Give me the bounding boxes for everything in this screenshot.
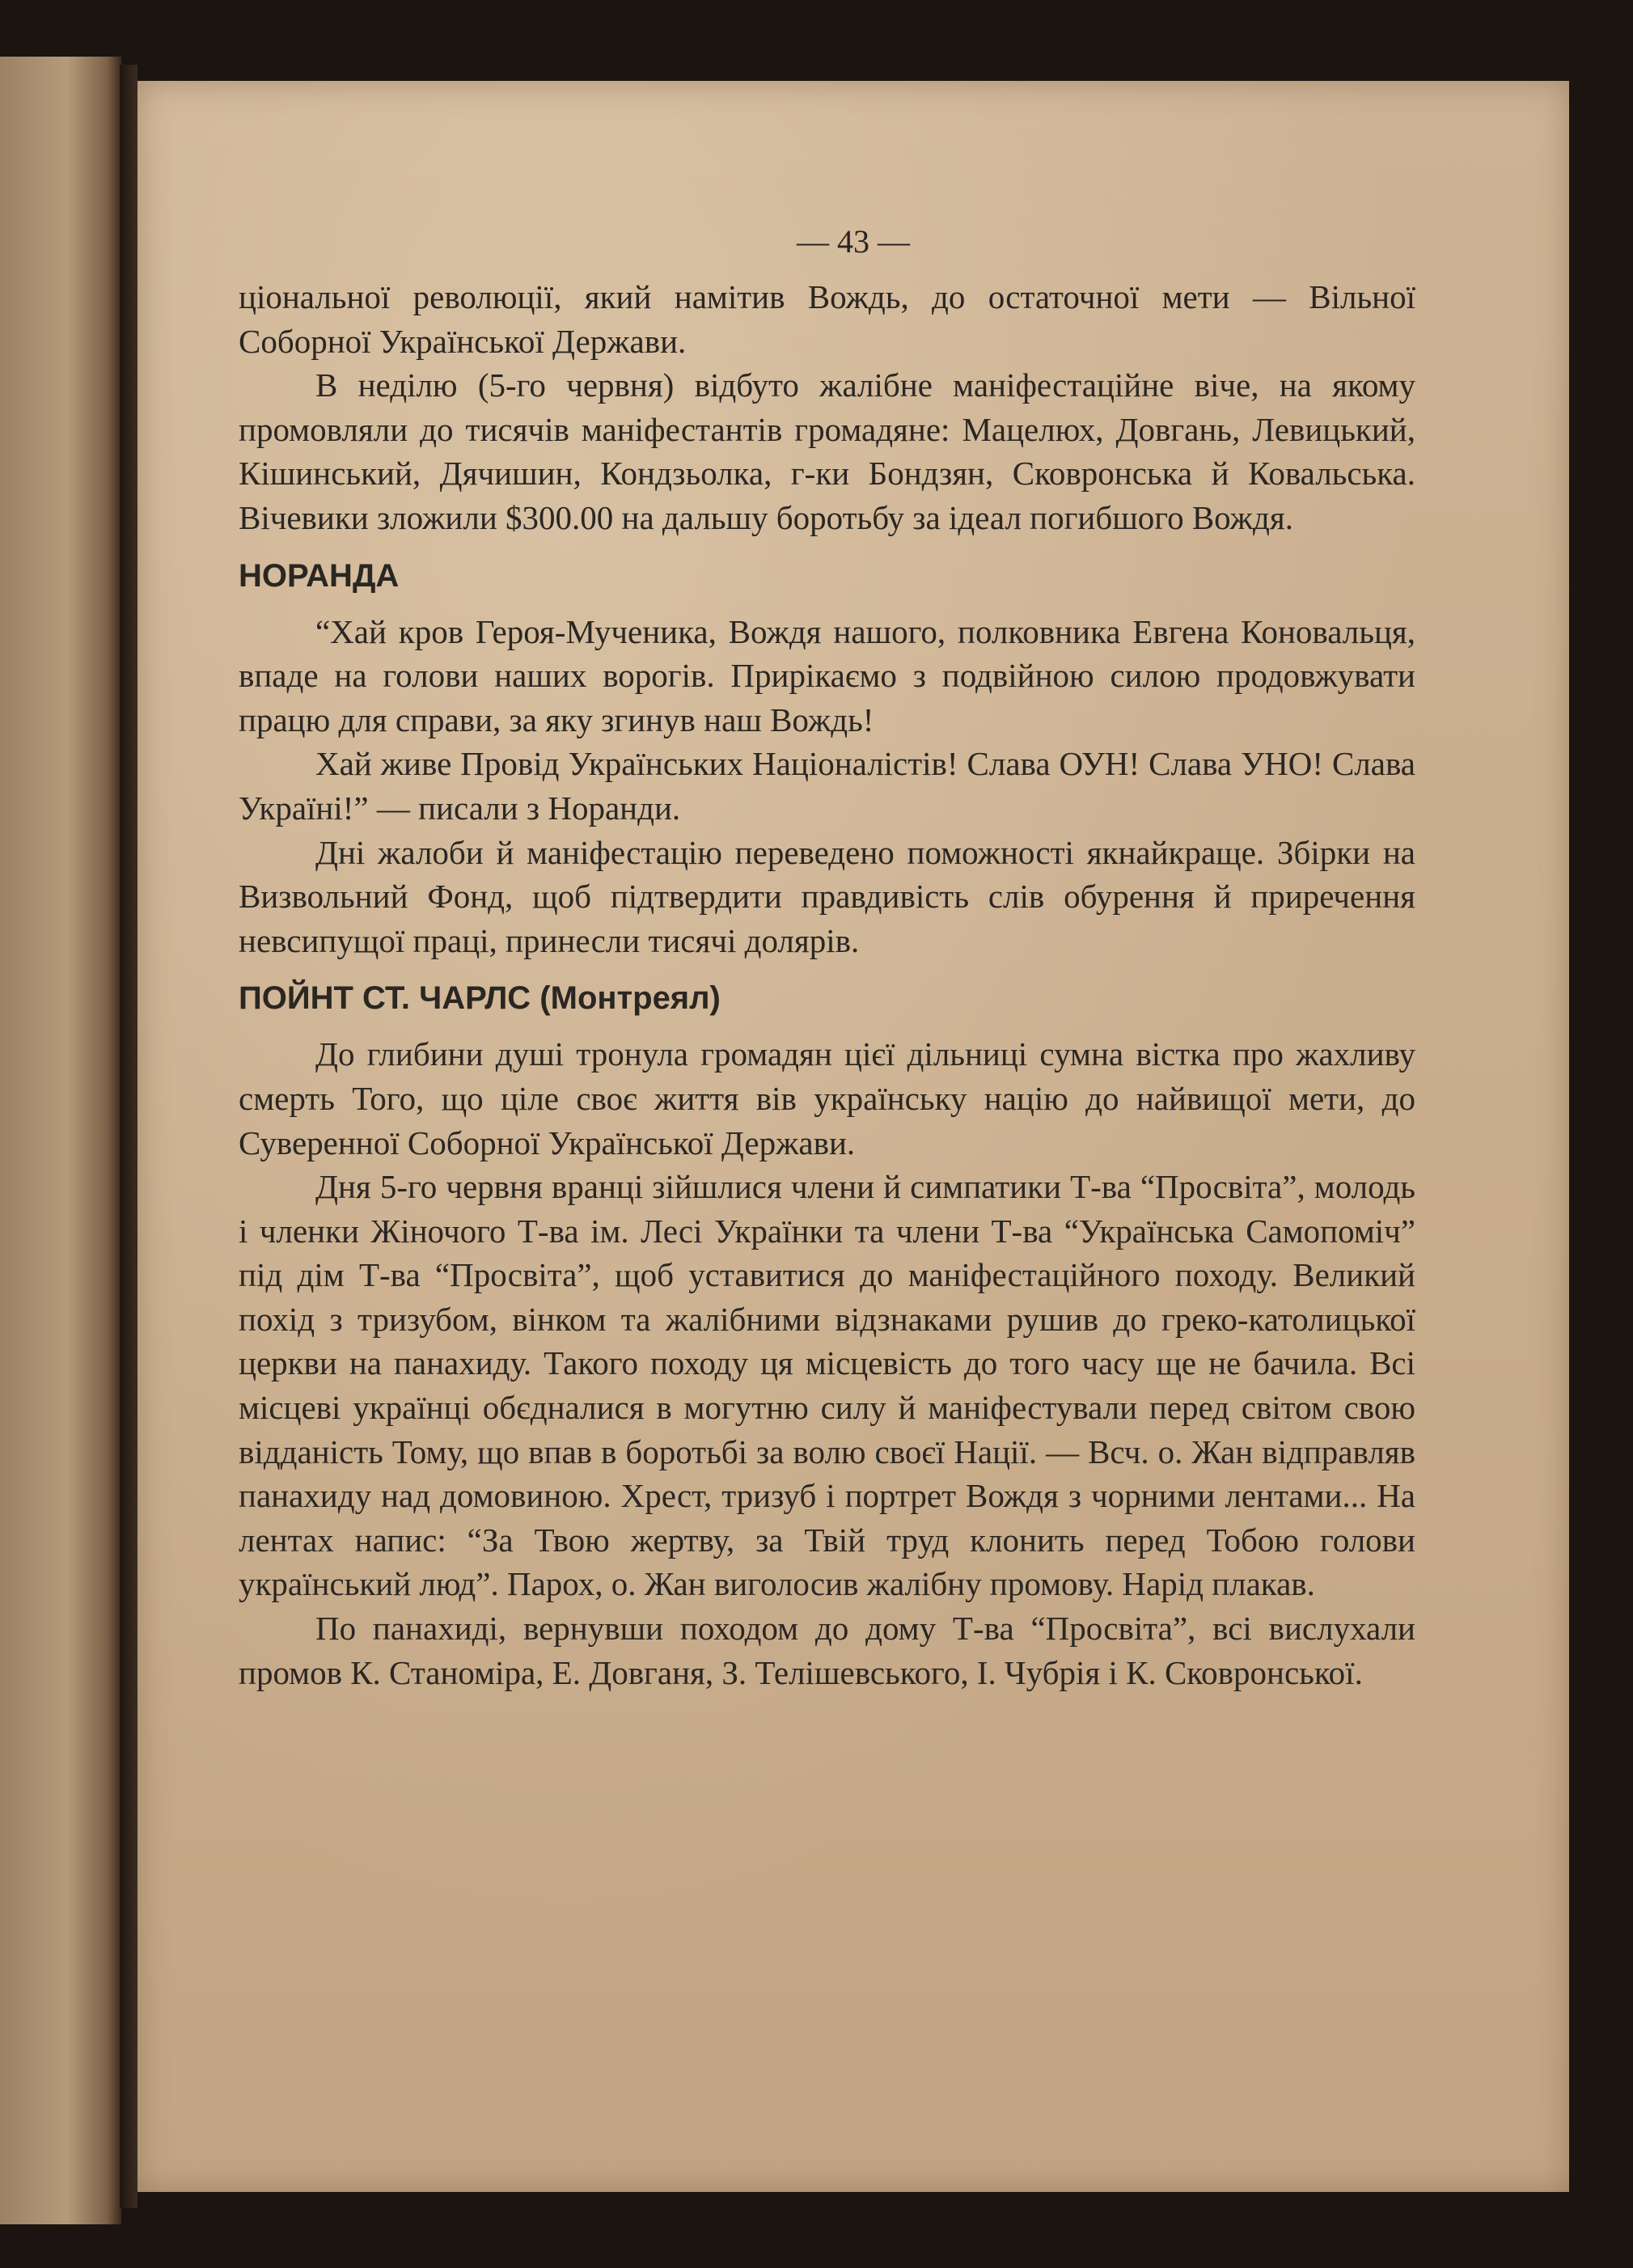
book-spine: [120, 65, 137, 2208]
paragraph: По панахиді, вернувши походом до дому Т-ва “Просвіта”, всі вислухали промов К. Станоміра, Е. Довганя, З. Телішевського, І. Чубрія і К. Сковронської.: [239, 1610, 1415, 1691]
page-body: [239, 275, 1415, 1695]
paragraph: До глибини душі тронула громадян цієї дільниці сумна вістка про жахливу смерть Того, що ціле своє життя вів українську націю до найвищої мети, до Суверенної Соборної Української Держави.: [239, 1035, 1415, 1162]
section-heading: НОРАНДА: [239, 557, 400, 594]
paragraph: “Хай кров Героя-Мученика, Вождя нашого, полковника Евгена Коновальця, впаде на голови наших ворогів. Прирікаємо з подвійною силою продовжувати працю для справи, за яку згинув наш Вождь!: [239, 612, 1415, 738]
paragraph: Хай живе Провід Українських Націоналістів! Слава ОУН! Слава УНО! Слава Україні!” — писали з Норанди.: [239, 745, 1415, 827]
section-heading: ПОЙНТ СТ. ЧАРЛС (Монтреял): [239, 980, 721, 1017]
page-number: — 43 —: [797, 223, 910, 260]
book-page: [137, 81, 1569, 2192]
paragraph: Дня 5-го червня вранці зійшлися члени й симпатики Т-ва “Просвіта”, молодь і членки Жіночого Т-ва ім. Лесі Українки та члени Т-ва “Українська Самопоміч” під дім Т-ва “Просвіта”, щоб уставитися до маніфестаційного походу. Великий похід з тризубом, вінком та жалібними відзнаками рушив до греко-католицької церкви на панахиду. Такого походу ця місцевість до того часу ще не бачила. Всі місцеві українці обєдналися в могутню силу й маніфестували перед світом свою відданість Тому, що впав в боротьбі за волю своєї Нації. — Всч. о. Жан відправляв панахиду над домовиною. Хрест, тризуб і портрет Вождя з чорними лентами... На лентах напис: “За Твою жертву, за Твій труд клонить перед Тобою голови український люд”. Парох, о. Жан виголосив жалібну промову. Нарід плакав.: [239, 1168, 1415, 1603]
paragraph: Дні жалоби й маніфестацію переведено поможності якнайкраще. Збірки на Визвольний Фонд, щоб підтвердити правдивість слів обурення й приречення невсипущої праці, принесли тисячі долярів.: [239, 833, 1415, 959]
paragraph: ціональної революції, який намітив Вождь, до остаточної мети — Вільної Соборної Української Держави.: [239, 278, 1415, 360]
previous-page-edge: [0, 57, 121, 2224]
paragraph: В неділю (5-го червня) відбуто жалібне маніфестаційне віче, на якому промовляли до тисячів маніфестантів громадяне: Мацелюх, Довгань, Левицький, Кішинський, Дячишин, Кондзьолка, г-ки Бондзян, Сковронська й Ковальська. Вічевики зложили $300.00 на дальшу боротьбу за ідеал погибшого Вождя.: [239, 366, 1415, 536]
